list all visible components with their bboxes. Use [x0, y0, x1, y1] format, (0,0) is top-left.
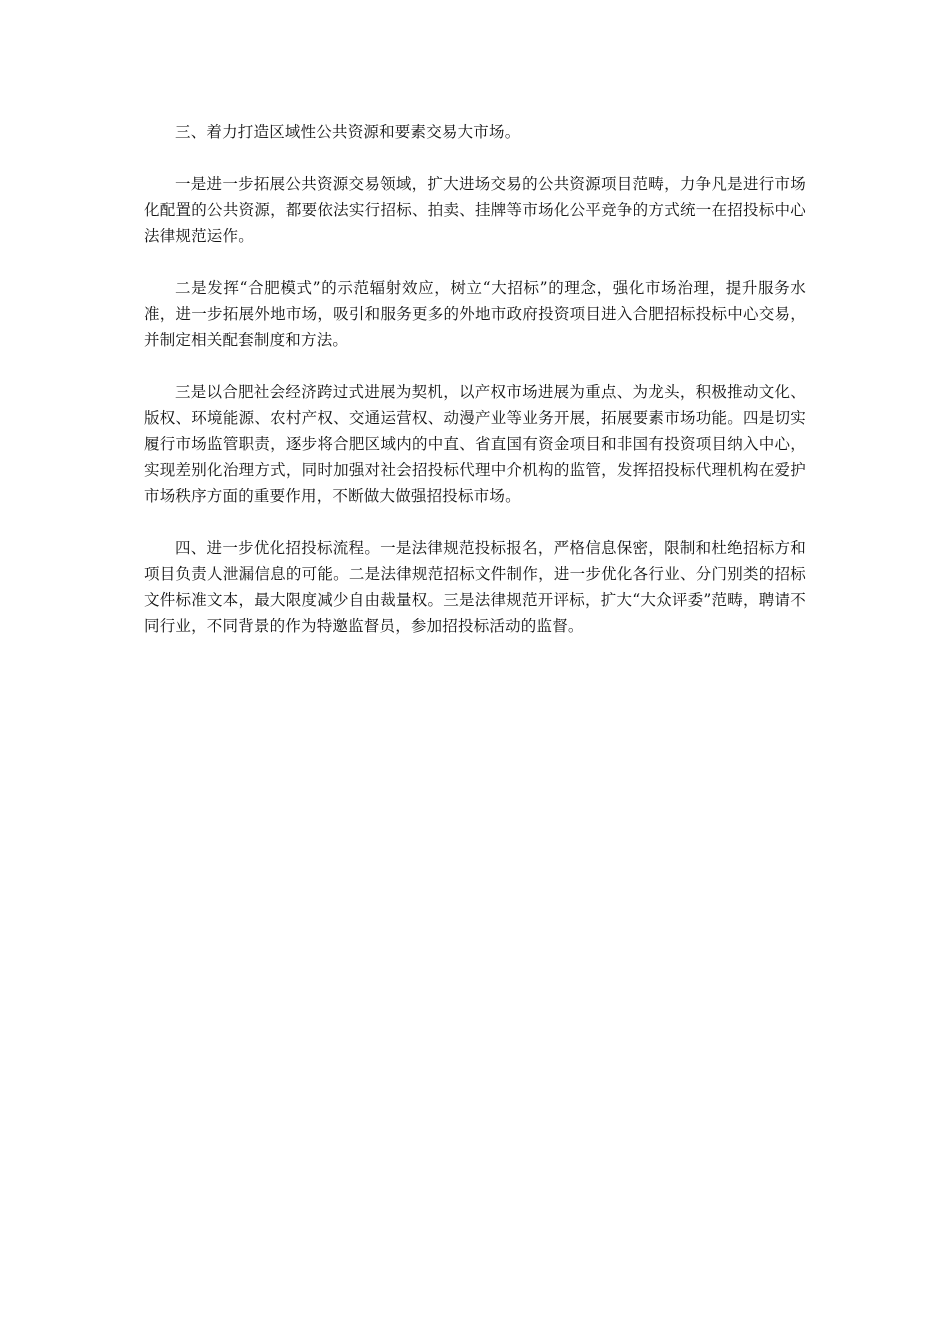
section-heading-three: 三、着力打造区域性公共资源和要素交易大市场。	[175, 123, 521, 141]
paragraph-property-market: 三是以合肥社会经济跨过式进展为契机，以产权市场进展为重点、为龙头，积极推动文化、版权、环境能源、农村产权、交通运营权、动漫产业等业务开展，拓展要素市场功能。四是切实履行市场监管职责，逐步将合肥区域内的中直、省直国有资金项目和非国有投资项目纳入中心，实现差别化治理方式，同时加强对社会招投标代理中介机构的监管，发挥招投标代理机构在爱护市场秩序方面的重要作用，不断做大做强招投标市场。	[144, 383, 806, 505]
paragraph-public-resource-trading: 一是进一步拓展公共资源交易领域，扩大进场交易的公共资源项目范畴，力争凡是进行市场化配置的公共资源，都要依法实行招标、拍卖、挂牌等市场化公平竞争的方式统一在招投标中心法律规范运作。	[144, 175, 806, 245]
paragraph-bidding-process: 四、进一步优化招投标流程。一是法律规范投标报名，严格信息保密，限制和杜绝招标方和项目负责人泄漏信息的可能。二是法律规范招标文件制作，进一步优化各行业、分门别类的招标文件标准文本，最大限度减少自由裁量权。三是法律规范开评标，扩大“大众评委”范畴，聘请不同行业，不同背景的作为特邀监督员，参加招投标活动的监督。	[144, 539, 806, 635]
document-body	[144, 119, 806, 665]
paragraph-hefei-model: 二是发挥“合肥模式”的示范辐射效应，树立“大招标”的理念，强化市场治理，提升服务水准，进一步拓展外地市场，吸引和服务更多的外地市政府投资项目进入合肥招标投标中心交易，并制定相关配套制度和方法。	[144, 279, 806, 349]
